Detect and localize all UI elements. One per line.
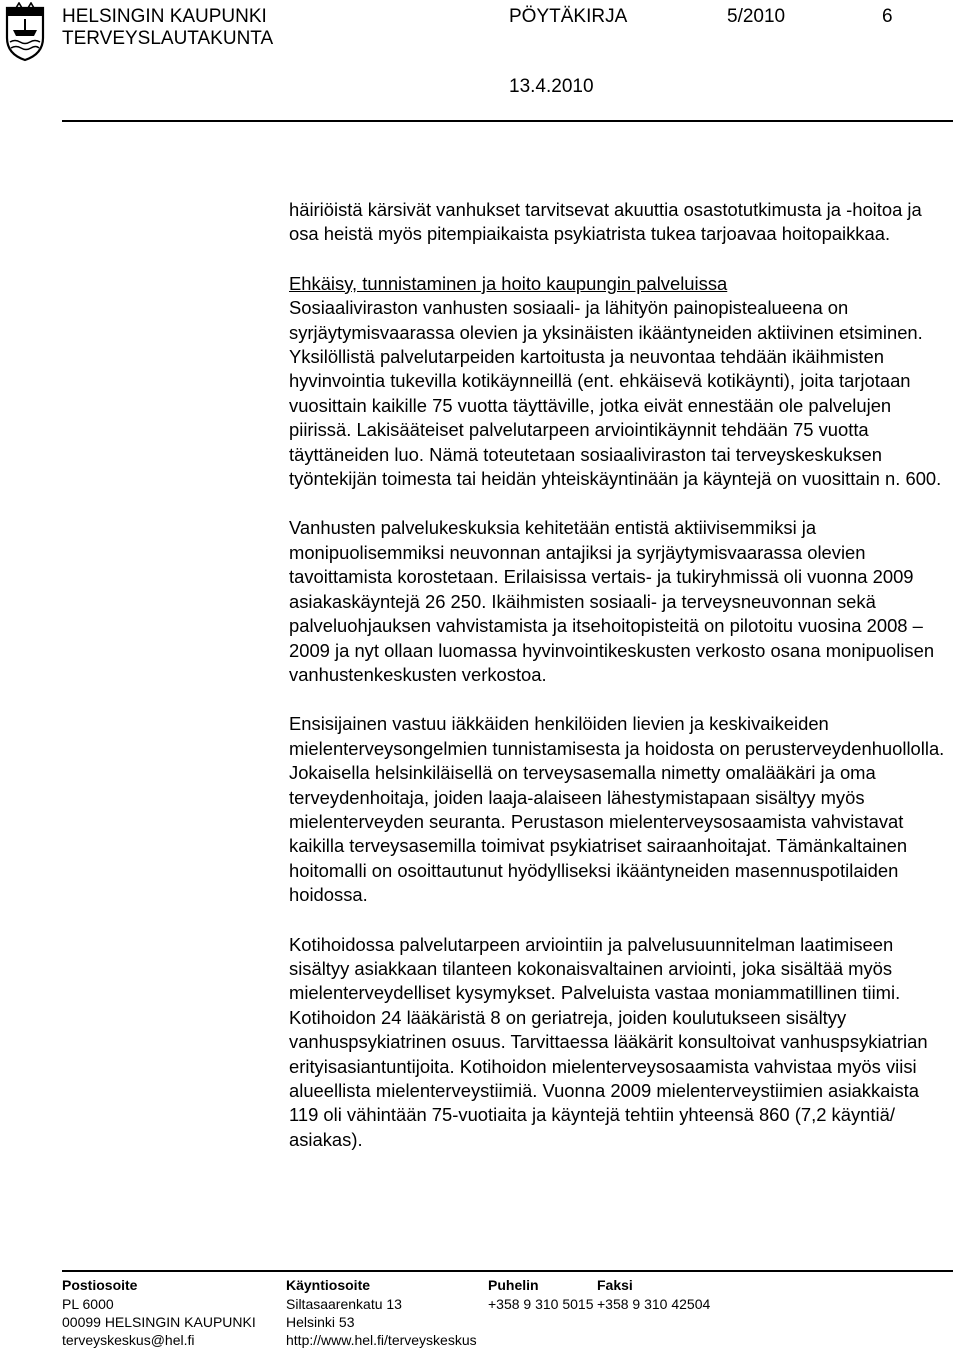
- section-heading: Ehkäisy, tunnistaminen ja hoito kaupungin palveluissa: [289, 272, 728, 294]
- helsinki-crest-logo: [4, 2, 46, 62]
- fax-number: +358 9 310 42504: [597, 1296, 711, 1312]
- visiting-address-line1: Siltasaarenkatu 13: [286, 1296, 402, 1312]
- page-number: 6: [882, 6, 893, 27]
- phone-label: Puhelin: [488, 1277, 539, 1293]
- visiting-address-label: Käyntiosoite: [286, 1277, 371, 1293]
- paragraph-service-centres: Vanhusten palvelukeskuksia kehitetään entistä aktiivisemmiksi ja monipuolisemmiksi neuvonnan antajiksi ja syrjäytymisvaarassa olevien tavoittamista korostetaan. Erilaisissa vertais- ja tukiryhmissä oli vuonna 2009 asiakaskäyntejä 26 250. Ikäihmisten sosiaali- ja terveysneuvonnan sekä palveluohjauksen vahvistamista ja itsehoitopisteitä on pilotoitu vuosina 2008 – 2009 ja nyt ollaan luomassa hyvinvointikeskusten verkosto osana monipuolisen vanhustenkeskusten verkostoa.: [289, 517, 935, 685]
- header-divider: [62, 120, 953, 122]
- paragraph-social-work: Sosiaaliviraston vanhusten sosiaali- ja lähityön painopistealueena on syrjäytymisvaarassa olevien ja yksinäisten ikääntyneiden aktiivinen etsiminen. Yksilöllistä palvelutarpeiden kartoitusta ja neuvontaa tehdään ikäihmisten hyvinvointia tukevilla kotikäynneillä (ent. ehkäisevä kotikäynti), joita tarjotaan vuosittain kaikille 75 vuotta täyttäville, jotka eivät ennestään ole palvelujen piirissä. Lakisääteiset palvelutarpeen arviointikäynnit tehdään 75 vuotta täyttäneiden luo. Nämä toteutetaan sosiaaliviraston tai terveyskeskuksen työntekijän toimesta tai heidän yhteiskäyntinään ja käyntejä on vuosittain n. 600.: [289, 297, 942, 490]
- meeting-date: 13.4.2010: [509, 76, 594, 97]
- website-link[interactable]: http://www.hel.fi/terveyskeskus: [286, 1332, 477, 1348]
- committee-name: TERVEYSLAUTAKUNTA: [62, 28, 274, 49]
- fax-label: Faksi: [597, 1277, 633, 1293]
- paragraph-home-care: Kotihoidossa palvelutarpeen arviointiin ja palvelusuunnitelman laatimiseen sisältyy asiakkaan tilanteen kokonaisvaltainen arviointi, joka sisältää myös mielenterveydelliset kysymykset. Palveluista vastaa moniammatillinen tiimi. Kotihoidon 24 lääkäristä 8 on geriatreja, joiden koulutukseen sisältyy vanhuspsykiatrinen osuus. Tarvittaessa lääkärit konsultoivat vanhuspsykiatrian erityisasiantuntijoita. Kotihoidon mielenterveysosaamista vahvistaa myös viisi alueellista mielenterveystiimiä. Vuonna 2009 mielenterveystiimien asiakkaista 119 oli vähintään 75-vuotiaita ja käyntejä tehtiin yhteensä 860 (7,2 käyntiä/ asiakas).: [289, 933, 928, 1150]
- visiting-address-line2: Helsinki 53: [286, 1314, 355, 1330]
- paragraph-primary-care: Ensisijainen vastuu iäkkäiden henkilöiden lievien ja keskivaikeiden mielenterveysongelmien tunnistamisesta ja hoidosta on perusterveydenhuollolla. Jokaisella helsinkiläisellä on terveysasemalla nimetty omalääkäri ja oma terveydenhoitaja, joiden laaja-alaiseen lähestymistapaan sisältyy myös mielenterveyden seuranta. Perustason mielenterveysosaamista vahvistavat kaikilla terveysasemilla toimivat psykiatriset sairaanhoitajat. Tämänkaltainen hoitomalli on osoittautunut hyödylliseksi ikääntyneiden masennuspotilaiden hoidossa.: [289, 713, 945, 906]
- email-link[interactable]: terveyskeskus@hel.fi: [62, 1332, 195, 1348]
- document-type: PÖYTÄKIRJA: [509, 6, 628, 27]
- document-body: [289, 198, 951, 1177]
- document-number: 5/2010: [727, 6, 786, 27]
- organization-name: HELSINGIN KAUPUNKI: [62, 6, 267, 27]
- postal-address-line1: PL 6000: [62, 1296, 114, 1312]
- postal-address-label: Postiosoite: [62, 1277, 138, 1293]
- intro-paragraph: häiriöistä kärsivät vanhukset tarvitsevat akuuttia osastotutkimusta ja -hoitoa ja osa heistä myös pitempiaikaista psykiatrista tukea tarjoavaa hoitopaikkaa.: [289, 199, 922, 245]
- postal-address-line2: 00099 HELSINGIN KAUPUNKI: [62, 1314, 256, 1330]
- phone-number: +358 9 310 5015: [488, 1296, 594, 1312]
- footer-divider: [62, 1270, 953, 1272]
